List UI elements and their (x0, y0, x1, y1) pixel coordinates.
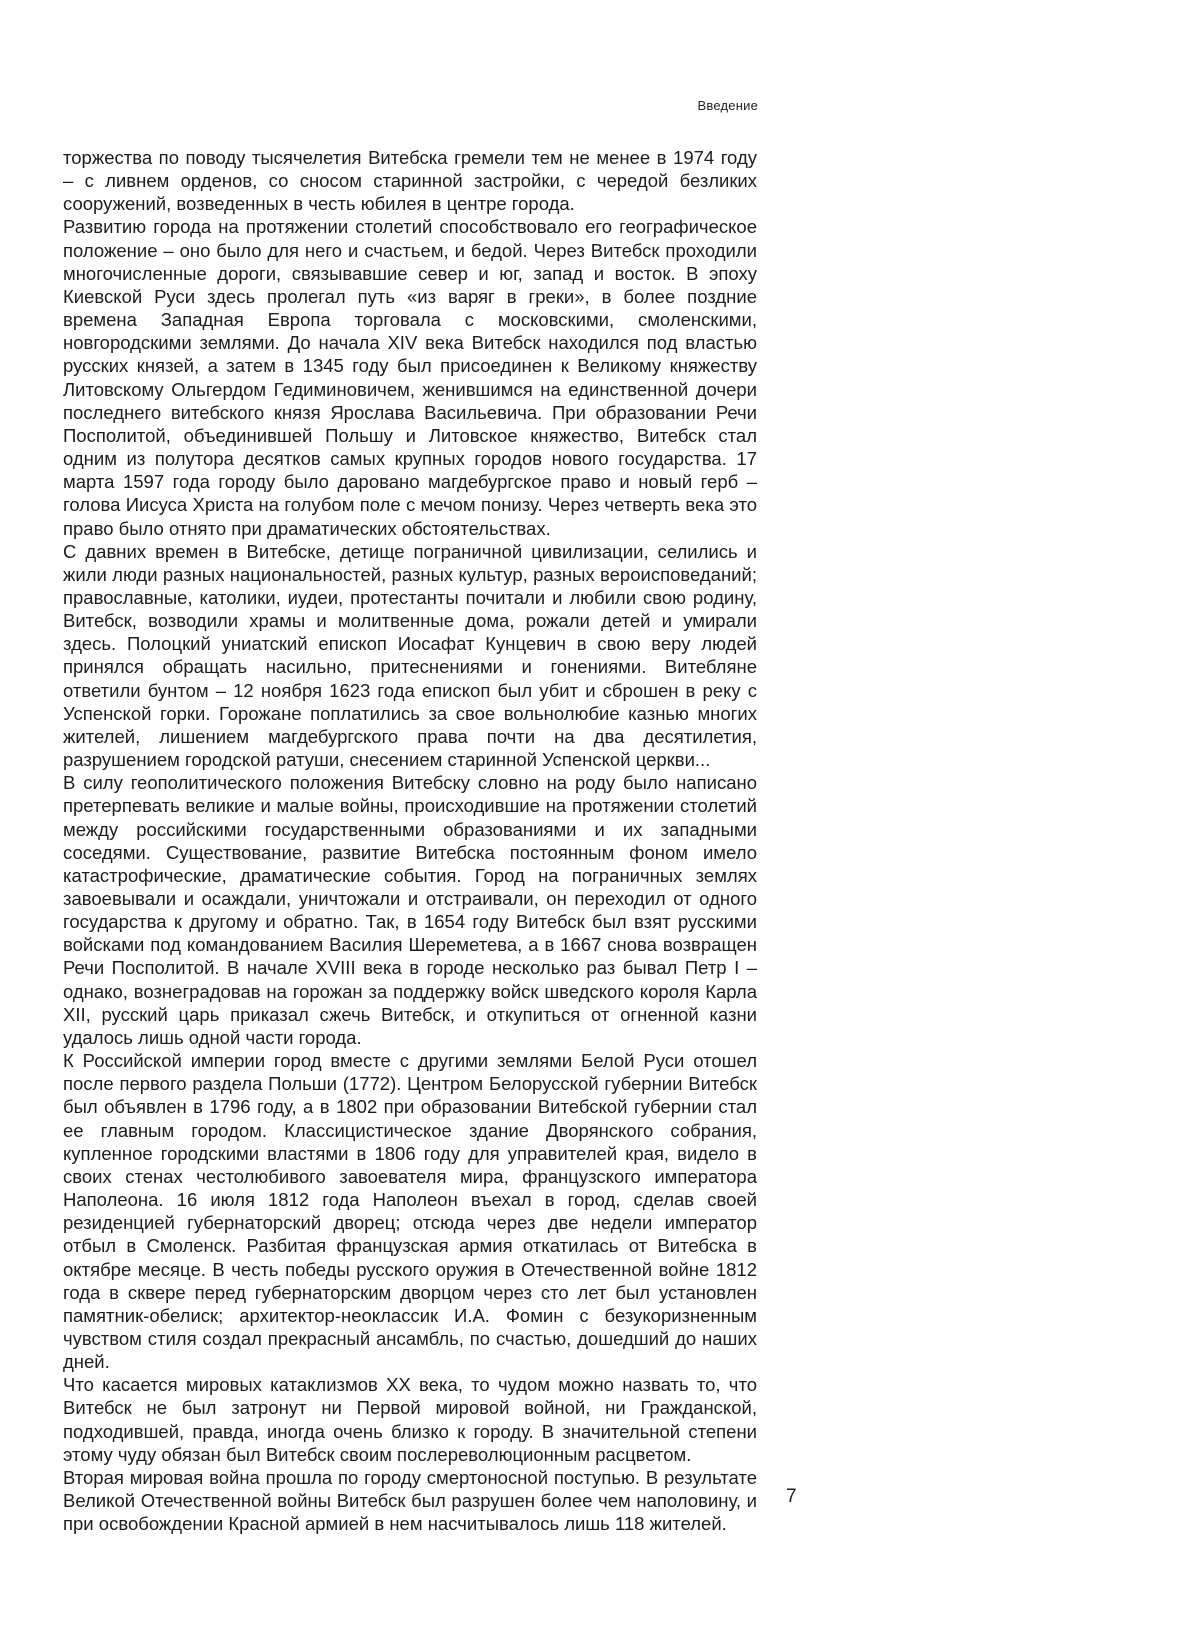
body-text (63, 146, 757, 1535)
running-header: Введение (697, 98, 758, 113)
paragraph: К Российской империи город вместе с другими землями Белой Руси отошел после первого раздела Польши (1772). Центром Белорусской губернии Витебск был объявлен в 1796 году, а в 1802 при образовании Витебской губернии стал ее главным городом. Классицистическое здание Дворянского собрания, купленное городскими властями в 1806 году для управителей края, видело в своих стенах честолюбивого завоевателя мира, французского императора Наполеона. 16 июля 1812 года Наполеон въехал в город, сделав своей резиденцией губернаторский дворец; отсюда через две недели император отбыл в Смоленск. Разбитая французская армия откатилась от Витебска в октябре месяце. В честь победы русского оружия в Отечественной войне 1812 года в сквере перед губернаторским дворцом через сто лет был установлен памятник-обелиск; архитектор-неоклассик И.А. Фомин с безукоризненным чувством стиля создал прекрасный ансамбль, по счастью, дошедший до наших дней. (63, 1050, 757, 1373)
paragraph: Что касается мировых катаклизмов XX века, то чудом можно назвать то, что Витебск не был затронут ни Первой мировой войной, ни Гражданской, подходившей, правда, иногда очень близко к городу. В значительной степени этому чуду обязан был Витебск своим послереволюционным расцветом. (63, 1374, 757, 1465)
paragraph: В силу геополитического положения Витебску словно на роду было написано претерпевать великие и малые войны, происходившие на протяжении столетий между российскими государственными образованиями и их западными соседями. Существование, развитие Витебска постоянным фоном имело катастрофические, драматические события. Город на пограничных землях завоевывали и осаждали, уничтожали и отстраивали, он переходил от одного государства к другому и обратно. Так, в 1654 году Витебск был взят русскими войсками под командованием Василия Шереметева, а в 1667 снова возвращен Речи Посполитой. В начале XVIII века в городе несколько раз бывал Петр I – однако, вознеградовав на горожан за поддержку войск шведского короля Карла XII, русский царь приказал сжечь Витебск, и откупиться от огненной казни удалось лишь одной части города. (63, 772, 757, 1048)
paragraph: Вторая мировая война прошла по городу смертоносной поступью. В результате Великой Отечественной войны Витебск был разрушен более чем наполовину, и при освобождении Красной армией в нем насчитывалось лишь 118 жителей. (63, 1466, 757, 1535)
page-number: 7 (786, 1486, 797, 1507)
paragraph: С давних времен в Витебске, детище пограничной цивилизации, селились и жили люди разных национальностей, разных культур, разных вероисповеданий; православные, католики, иудеи, протестанты почитали и любили свою родину, Витебск, возводили храмы и молитвенные дома, рожали детей и умирали здесь. Полоцкий униатский епископ Иосафат Кунцевич в свою веру людей принялся обращать насильно, притеснениями и гонениями. Витебляне ответили бунтом – 12 ноября 1623 года епископ был убит и сброшен в реку с Успенской горки. Горожане поплатились за свое вольнолюбие казнью многих жителей, лишением магдебургского права почти на два десятилетия, разрушением городской ратуши, снесением старинной Успенской церкви... (63, 540, 757, 771)
paragraph: торжества по поводу тысячелетия Витебска гремели тем не менее в 1974 году – с ливнем орденов, со сносом старинной застройки, с чередой безликих сооружений, возведенных в честь юбилея в центре города. (63, 147, 757, 215)
paragraph: Развитию города на протяжении столетий способствовало его географическое положение – оно было для него и счастьем, и бедой. Через Витебск проходили многочисленные дороги, связывавшие север и юг, запад и восток. В эпоху Киевской Руси здесь пролегал путь «из варяг в греки», в более поздние времена Западная Европа торговала с московскими, смоленскими, новгородскими землями. До начала XIV века Витебск находился под властью русских князей, а затем в 1345 году был присоединен к Великому княжеству Литовскому Ольгердом Гедиминовичем, женившимся на единственной дочери последнего витебского князя Ярослава Васильевича. При образовании Речи Посполитой, объединившей Польшу и Литовское княжество, Витебск стал одним из полутора десятков самых крупных городов нового государства. 17 марта 1597 года городу было даровано магдебургское право и новый герб – голова Иисуса Христа на голубом поле с мечом понизу. Через четверть века это право было отнято при драматических обстоятельствах. (63, 216, 757, 539)
